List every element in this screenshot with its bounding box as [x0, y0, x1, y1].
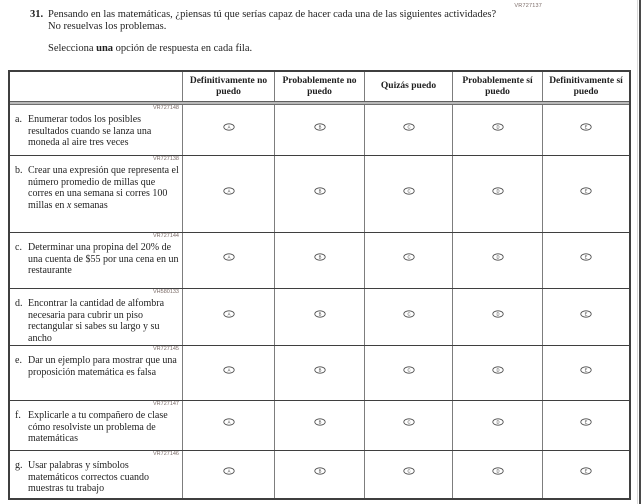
- svg-text:C: C: [406, 419, 411, 425]
- svg-text:E: E: [584, 254, 588, 260]
- question-intro: [30, 9, 512, 55]
- activity-label-cell: [10, 401, 182, 450]
- row-letter: g.: [15, 460, 23, 471]
- instruction-text: Selecciona: [48, 43, 97, 54]
- option-cell: [542, 346, 629, 400]
- question-instruction: [48, 43, 512, 55]
- row-letter: f.: [15, 410, 21, 421]
- answer-oval[interactable]: [223, 253, 235, 261]
- svg-text:D: D: [495, 124, 500, 129]
- answer-oval[interactable]: [314, 187, 326, 195]
- activity-text: Determinar una propina del 20% de una cuenta de $55 por una cena en un restaurante: [28, 242, 179, 276]
- header-definitely-can: Definitivamente sí puedo: [542, 72, 629, 101]
- svg-text:C: C: [406, 124, 411, 129]
- svg-text:C: C: [406, 468, 411, 474]
- answer-oval[interactable]: [403, 366, 415, 374]
- activity-label-cell: [10, 105, 182, 155]
- table-row-d: [10, 288, 629, 345]
- row-accession-code: VR727148: [153, 105, 179, 111]
- answer-oval[interactable]: [492, 123, 504, 131]
- activity-text: Explicarle a tu compañero de clase cómo resolviste un problema de matemáticas: [28, 410, 168, 444]
- activity-text: Crear una expresión que representa el número promedio de millas que corres en una semana si corres 100 millas en x semanas: [28, 165, 179, 211]
- option-cell: [364, 289, 452, 345]
- answer-oval[interactable]: [223, 366, 235, 374]
- svg-text:A: A: [227, 468, 230, 474]
- option-cell: [452, 105, 542, 155]
- activity-label-cell: [10, 233, 182, 288]
- table-row-b: [10, 155, 629, 232]
- table-row-c: [10, 232, 629, 288]
- svg-text:E: E: [584, 188, 588, 193]
- response-table: [8, 70, 631, 500]
- activity-label-cell: [10, 289, 182, 345]
- svg-text:B: B: [318, 124, 321, 129]
- answer-oval[interactable]: [403, 467, 415, 475]
- answer-oval[interactable]: [492, 253, 504, 261]
- svg-text:E: E: [584, 419, 588, 425]
- svg-text:D: D: [495, 419, 500, 425]
- svg-text:A: A: [227, 311, 230, 316]
- activity-label-cell: [10, 451, 182, 498]
- answer-oval[interactable]: [314, 310, 326, 318]
- instruction-text-tail: opción de respuesta en cada fila.: [113, 43, 253, 54]
- table-row-a: [10, 105, 629, 155]
- svg-text:C: C: [406, 188, 411, 193]
- svg-text:E: E: [584, 468, 588, 474]
- answer-oval[interactable]: [580, 253, 592, 261]
- option-cell: [364, 233, 452, 288]
- answer-oval[interactable]: [314, 253, 326, 261]
- svg-text:C: C: [406, 367, 411, 372]
- svg-text:B: B: [318, 188, 321, 193]
- table-row-g: [10, 450, 629, 498]
- option-cell: [542, 105, 629, 155]
- svg-text:D: D: [495, 188, 500, 193]
- option-cell: [364, 156, 452, 232]
- option-cell: [364, 401, 452, 450]
- svg-text:B: B: [318, 311, 321, 316]
- answer-oval[interactable]: [403, 187, 415, 195]
- svg-text:B: B: [318, 468, 321, 474]
- svg-text:E: E: [584, 124, 588, 129]
- option-cell: [364, 346, 452, 400]
- header-definitely-cannot: Definitivamente no puedo: [182, 72, 274, 101]
- activity-text: Dar un ejemplo para mostrar que una proposición matemática es falsa: [28, 355, 177, 378]
- row-accession-code: VR727145: [153, 346, 179, 352]
- option-cell: [542, 289, 629, 345]
- row-letter: a.: [15, 114, 22, 125]
- option-cell: [182, 105, 274, 155]
- option-cell: [182, 233, 274, 288]
- option-cell: [274, 233, 364, 288]
- row-accession-code: VR727146: [153, 451, 179, 457]
- svg-text:E: E: [584, 311, 588, 316]
- answer-oval[interactable]: [492, 187, 504, 195]
- activity-label-cell: [10, 346, 182, 400]
- row-letter: c.: [15, 242, 22, 253]
- question-number: 31.: [30, 9, 44, 20]
- row-accession-code: VH580133: [153, 289, 179, 295]
- option-cell: [182, 156, 274, 232]
- answer-oval[interactable]: [580, 366, 592, 374]
- answer-oval[interactable]: [314, 467, 326, 475]
- option-cell: [542, 401, 629, 450]
- answer-oval[interactable]: [492, 366, 504, 374]
- option-cell: [182, 401, 274, 450]
- option-cell: [452, 451, 542, 498]
- header-probably-cannot: Probablemente no puedo: [274, 72, 364, 101]
- table-header-row: [10, 72, 629, 101]
- header-maybe-can: Quizás puedo: [364, 72, 452, 101]
- activity-label-cell: [10, 156, 182, 232]
- option-cell: [452, 233, 542, 288]
- svg-text:A: A: [227, 367, 230, 372]
- option-cell: [274, 105, 364, 155]
- answer-oval[interactable]: [223, 187, 235, 195]
- row-letter: d.: [15, 298, 23, 309]
- svg-text:B: B: [318, 254, 321, 260]
- answer-oval[interactable]: [492, 310, 504, 318]
- question-prompt: Pensando en las matemáticas, ¿piensas tú que serías capaz de hacer cada una de las siguientes actividades? No resuelvas los problemas.: [48, 9, 497, 32]
- header-blank-cell: [10, 72, 182, 101]
- svg-text:C: C: [406, 311, 411, 316]
- answer-oval[interactable]: [403, 253, 415, 261]
- option-cell: [452, 289, 542, 345]
- row-letter: b.: [15, 165, 23, 176]
- row-accession-code: VR727138: [153, 156, 179, 162]
- table-row-e: [10, 345, 629, 400]
- answer-oval[interactable]: [314, 123, 326, 131]
- option-cell: [182, 289, 274, 345]
- answer-oval[interactable]: [314, 366, 326, 374]
- answer-oval[interactable]: [403, 418, 415, 426]
- answer-oval[interactable]: [223, 123, 235, 131]
- option-cell: [364, 105, 452, 155]
- option-cell: [452, 401, 542, 450]
- row-accession-code: VR727144: [153, 233, 179, 239]
- svg-text:D: D: [495, 254, 500, 260]
- svg-text:A: A: [227, 124, 230, 129]
- option-cell: [542, 451, 629, 498]
- svg-text:D: D: [495, 311, 500, 316]
- svg-text:A: A: [227, 254, 230, 260]
- option-cell: [274, 346, 364, 400]
- svg-text:D: D: [495, 468, 500, 474]
- table-row-f: [10, 400, 629, 450]
- activity-text: Usar palabras y símbolos matemáticos correctos cuando muestras tu trabajo: [28, 460, 150, 494]
- page-scan-edge-shadow: [637, 0, 638, 504]
- answer-oval[interactable]: [580, 310, 592, 318]
- answer-oval[interactable]: [580, 123, 592, 131]
- activity-text: Encontrar la cantidad de alfombra necesaria para cubrir un piso rectangular si sabes su largo y su ancho: [28, 298, 165, 344]
- answer-oval[interactable]: [223, 467, 235, 475]
- answer-oval[interactable]: [223, 310, 235, 318]
- answer-oval[interactable]: [314, 418, 326, 426]
- answer-oval[interactable]: [580, 467, 592, 475]
- svg-text:D: D: [495, 367, 500, 372]
- option-cell: [182, 346, 274, 400]
- answer-oval[interactable]: [403, 310, 415, 318]
- answer-oval[interactable]: [492, 418, 504, 426]
- svg-text:C: C: [406, 254, 411, 260]
- answer-oval[interactable]: [223, 418, 235, 426]
- svg-text:B: B: [318, 419, 321, 425]
- svg-text:E: E: [584, 367, 588, 372]
- option-cell: [274, 401, 364, 450]
- svg-text:B: B: [318, 367, 321, 372]
- row-letter: e.: [15, 355, 22, 366]
- accession-code: VR727137: [514, 3, 542, 9]
- activity-text: Enumerar todos los posibles resultados cuando se lanza una moneda al aire tres veces: [28, 114, 152, 148]
- option-cell: [452, 346, 542, 400]
- option-cell: [182, 451, 274, 498]
- answer-oval[interactable]: [580, 187, 592, 195]
- instruction-bold-word: una: [96, 43, 114, 54]
- option-cell: [274, 451, 364, 498]
- answer-oval[interactable]: [492, 467, 504, 475]
- page-scan-edge: [639, 0, 641, 504]
- option-cell: [542, 156, 629, 232]
- svg-text:A: A: [227, 188, 230, 193]
- answer-oval[interactable]: [580, 418, 592, 426]
- row-accession-code: VR727147: [153, 401, 179, 407]
- option-cell: [542, 233, 629, 288]
- header-probably-can: Probablemente sí puedo: [452, 72, 542, 101]
- option-cell: [274, 156, 364, 232]
- option-cell: [364, 451, 452, 498]
- option-cell: [452, 156, 542, 232]
- answer-oval[interactable]: [403, 123, 415, 131]
- option-cell: [274, 289, 364, 345]
- svg-text:A: A: [227, 419, 230, 425]
